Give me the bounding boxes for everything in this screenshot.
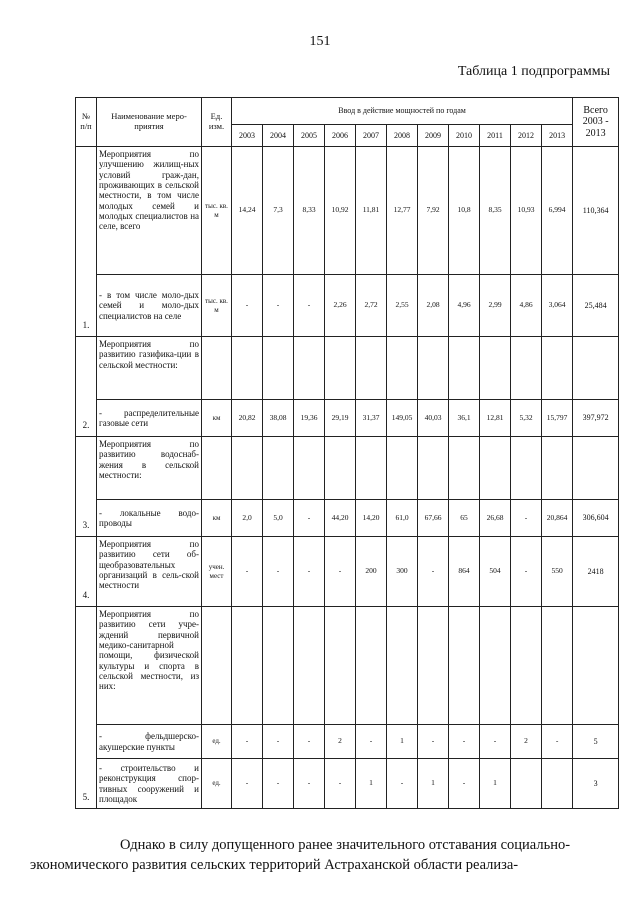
item-unit: ед. xyxy=(202,725,232,759)
year-value xyxy=(449,337,480,400)
header-total: Всего 2003 - 2013 xyxy=(573,98,619,147)
year-value: 2,0 xyxy=(232,500,263,537)
year-value xyxy=(418,437,449,500)
year-value: 6,994 xyxy=(542,147,573,275)
year-value xyxy=(263,607,294,725)
row-number: 5. xyxy=(76,607,97,809)
row-number: 4. xyxy=(76,537,97,607)
table-caption: Таблица 1 подпрограммы xyxy=(457,64,610,79)
item-unit: км xyxy=(202,400,232,437)
total-value: 397,972 xyxy=(573,400,619,437)
year-value: 1 xyxy=(418,759,449,809)
header-year: 2013 xyxy=(542,125,573,147)
year-value: 10,8 xyxy=(449,147,480,275)
year-value: 550 xyxy=(542,537,573,607)
year-value: 4,96 xyxy=(449,275,480,337)
year-value xyxy=(542,337,573,400)
year-value xyxy=(542,607,573,725)
total-value: 110,364 xyxy=(573,147,619,275)
row-number: 3. xyxy=(76,437,97,537)
year-value: 5,32 xyxy=(511,400,542,437)
row-number: 2. xyxy=(76,337,97,437)
year-value: 5,0 xyxy=(263,500,294,537)
table-row xyxy=(76,607,619,725)
year-value: 29,19 xyxy=(325,400,356,437)
year-value xyxy=(449,607,480,725)
year-value: - xyxy=(294,537,325,607)
year-value: 36,1 xyxy=(449,400,480,437)
year-value: 40,03 xyxy=(418,400,449,437)
total-value xyxy=(573,437,619,500)
year-value: 8,33 xyxy=(294,147,325,275)
year-value: 7,3 xyxy=(263,147,294,275)
header-year: 2007 xyxy=(356,125,387,147)
year-value: 8,35 xyxy=(480,147,511,275)
year-value xyxy=(449,437,480,500)
year-value: 14,24 xyxy=(232,147,263,275)
year-value xyxy=(480,437,511,500)
year-value: - xyxy=(263,275,294,337)
total-value xyxy=(573,337,619,400)
item-name: - в том числе моло-дых семей и моло-дых специалистов на селе xyxy=(97,275,202,337)
table-row xyxy=(76,337,619,400)
program-table xyxy=(75,97,619,809)
year-value xyxy=(511,759,542,809)
item-name: Мероприятия по развитию сети учре-ждений первичной медико-санитарной помощи, физической культуры и спорта в сельской местности, из них: xyxy=(97,607,202,725)
header-year: 2006 xyxy=(325,125,356,147)
year-value: - xyxy=(232,725,263,759)
header-year: 2004 xyxy=(263,125,294,147)
header-name: Наименование меро-приятия xyxy=(97,98,202,147)
year-value: - xyxy=(263,759,294,809)
year-value xyxy=(263,437,294,500)
year-value: - xyxy=(263,537,294,607)
year-value: - xyxy=(387,759,418,809)
year-value xyxy=(232,607,263,725)
year-value: - xyxy=(232,537,263,607)
year-value: - xyxy=(511,500,542,537)
year-value xyxy=(542,437,573,500)
year-value: 31,37 xyxy=(356,400,387,437)
header-num: № п/п xyxy=(76,98,97,147)
year-value xyxy=(232,437,263,500)
year-value: - xyxy=(232,759,263,809)
year-value: 2,72 xyxy=(356,275,387,337)
item-name: Мероприятия по развитию сети об-щеобразовательных организаций в сель-ской местности xyxy=(97,537,202,607)
year-value xyxy=(511,607,542,725)
year-value: 61,0 xyxy=(387,500,418,537)
year-value: - xyxy=(480,725,511,759)
table-row xyxy=(76,537,619,607)
year-value: 1 xyxy=(480,759,511,809)
year-value: - xyxy=(294,500,325,537)
year-value: 14,20 xyxy=(356,500,387,537)
year-value xyxy=(356,607,387,725)
total-value: 25,484 xyxy=(573,275,619,337)
year-value: 2,55 xyxy=(387,275,418,337)
item-name: - строительство и реконструкция спор-тивных сооружений и площадок xyxy=(97,759,202,809)
table-row xyxy=(76,759,619,809)
year-value: 38,08 xyxy=(263,400,294,437)
year-value xyxy=(325,437,356,500)
year-value xyxy=(542,759,573,809)
year-value: 2 xyxy=(511,725,542,759)
year-value: - xyxy=(325,759,356,809)
year-value xyxy=(511,437,542,500)
header-years-group: Ввод в действие мощностей по годам xyxy=(232,98,573,125)
year-value xyxy=(480,337,511,400)
year-value: 864 xyxy=(449,537,480,607)
paragraph-line-1: Однако в силу допущенного ранее значительного отставания социально- xyxy=(120,837,571,853)
body-paragraph xyxy=(30,835,610,875)
item-name: Мероприятия по улучшению жилищ-ных условий граж-дан, проживающих в сельской местности, в том числе молодых семей и молодых специалистов на селе, всего xyxy=(97,147,202,275)
year-value: - xyxy=(511,537,542,607)
year-value xyxy=(325,607,356,725)
year-value: 65 xyxy=(449,500,480,537)
total-value: 306,604 xyxy=(573,500,619,537)
year-value: 44,20 xyxy=(325,500,356,537)
header-year: 2009 xyxy=(418,125,449,147)
year-value: 20,864 xyxy=(542,500,573,537)
year-value: - xyxy=(449,759,480,809)
year-value: 2 xyxy=(325,725,356,759)
year-value: 12,77 xyxy=(387,147,418,275)
year-value: 67,66 xyxy=(418,500,449,537)
year-value xyxy=(511,337,542,400)
year-value xyxy=(232,337,263,400)
year-value: 11,81 xyxy=(356,147,387,275)
paragraph-line-2: экономического развития сельских территорий Астраханской области реализа- xyxy=(30,857,519,873)
year-value: 2,99 xyxy=(480,275,511,337)
year-value: 10,93 xyxy=(511,147,542,275)
header-year: 2012 xyxy=(511,125,542,147)
table-row xyxy=(76,147,619,275)
year-value: - xyxy=(294,759,325,809)
year-value: 4,86 xyxy=(511,275,542,337)
year-value xyxy=(294,337,325,400)
year-value: 20,82 xyxy=(232,400,263,437)
year-value: - xyxy=(356,725,387,759)
item-unit: учен. мест xyxy=(202,537,232,607)
item-name: Мероприятия по развитию водоснаб-жения в сельской местности: xyxy=(97,437,202,500)
total-value xyxy=(573,607,619,725)
year-value: 2,08 xyxy=(418,275,449,337)
year-value: - xyxy=(294,275,325,337)
year-value: 2,26 xyxy=(325,275,356,337)
year-value xyxy=(387,337,418,400)
year-value: 10,92 xyxy=(325,147,356,275)
item-name: - фельдшерско-акушерские пункты xyxy=(97,725,202,759)
year-value: 26,68 xyxy=(480,500,511,537)
year-value: 19,36 xyxy=(294,400,325,437)
year-value: - xyxy=(449,725,480,759)
year-value: 3,064 xyxy=(542,275,573,337)
page-number: 151 xyxy=(309,34,331,49)
year-value: 200 xyxy=(356,537,387,607)
header-year: 2010 xyxy=(449,125,480,147)
year-value xyxy=(325,337,356,400)
year-value: - xyxy=(263,725,294,759)
item-unit: ед. xyxy=(202,759,232,809)
item-name: - локальные водо-проводы xyxy=(97,500,202,537)
total-value: 2418 xyxy=(573,537,619,607)
header-year: 2011 xyxy=(480,125,511,147)
item-unit xyxy=(202,337,232,400)
year-value xyxy=(418,337,449,400)
header-unit: Ед. изм. xyxy=(202,98,232,147)
year-value: 1 xyxy=(356,759,387,809)
year-value: 7,92 xyxy=(418,147,449,275)
year-value xyxy=(294,437,325,500)
total-value: 3 xyxy=(573,759,619,809)
item-unit: тыс. кв. м xyxy=(202,275,232,337)
year-value: 12,81 xyxy=(480,400,511,437)
year-value: - xyxy=(418,725,449,759)
year-value xyxy=(387,437,418,500)
year-value xyxy=(418,607,449,725)
year-value xyxy=(356,337,387,400)
year-value: 504 xyxy=(480,537,511,607)
item-unit: тыс. кв. м xyxy=(202,147,232,275)
table-row xyxy=(76,725,619,759)
year-value: 300 xyxy=(387,537,418,607)
year-value xyxy=(263,337,294,400)
table-row xyxy=(76,400,619,437)
year-value: - xyxy=(542,725,573,759)
item-unit: км xyxy=(202,500,232,537)
year-value: 15,797 xyxy=(542,400,573,437)
year-value: - xyxy=(294,725,325,759)
header-year: 2008 xyxy=(387,125,418,147)
year-value: - xyxy=(418,537,449,607)
table-row xyxy=(76,437,619,500)
year-value xyxy=(480,607,511,725)
item-name: Мероприятия по развитию газифика-ции в сельской местности: xyxy=(97,337,202,400)
year-value xyxy=(387,607,418,725)
item-name: - распределительные газовые сети xyxy=(97,400,202,437)
table-row xyxy=(76,275,619,337)
year-value xyxy=(356,437,387,500)
total-value: 5 xyxy=(573,725,619,759)
item-unit xyxy=(202,437,232,500)
row-number: 1. xyxy=(76,147,97,337)
year-value xyxy=(294,607,325,725)
table-row xyxy=(76,500,619,537)
year-value: 1 xyxy=(387,725,418,759)
year-value: - xyxy=(232,275,263,337)
header-year: 2003 xyxy=(232,125,263,147)
year-value: - xyxy=(325,537,356,607)
year-value: 149,05 xyxy=(387,400,418,437)
item-unit xyxy=(202,607,232,725)
header-year: 2005 xyxy=(294,125,325,147)
